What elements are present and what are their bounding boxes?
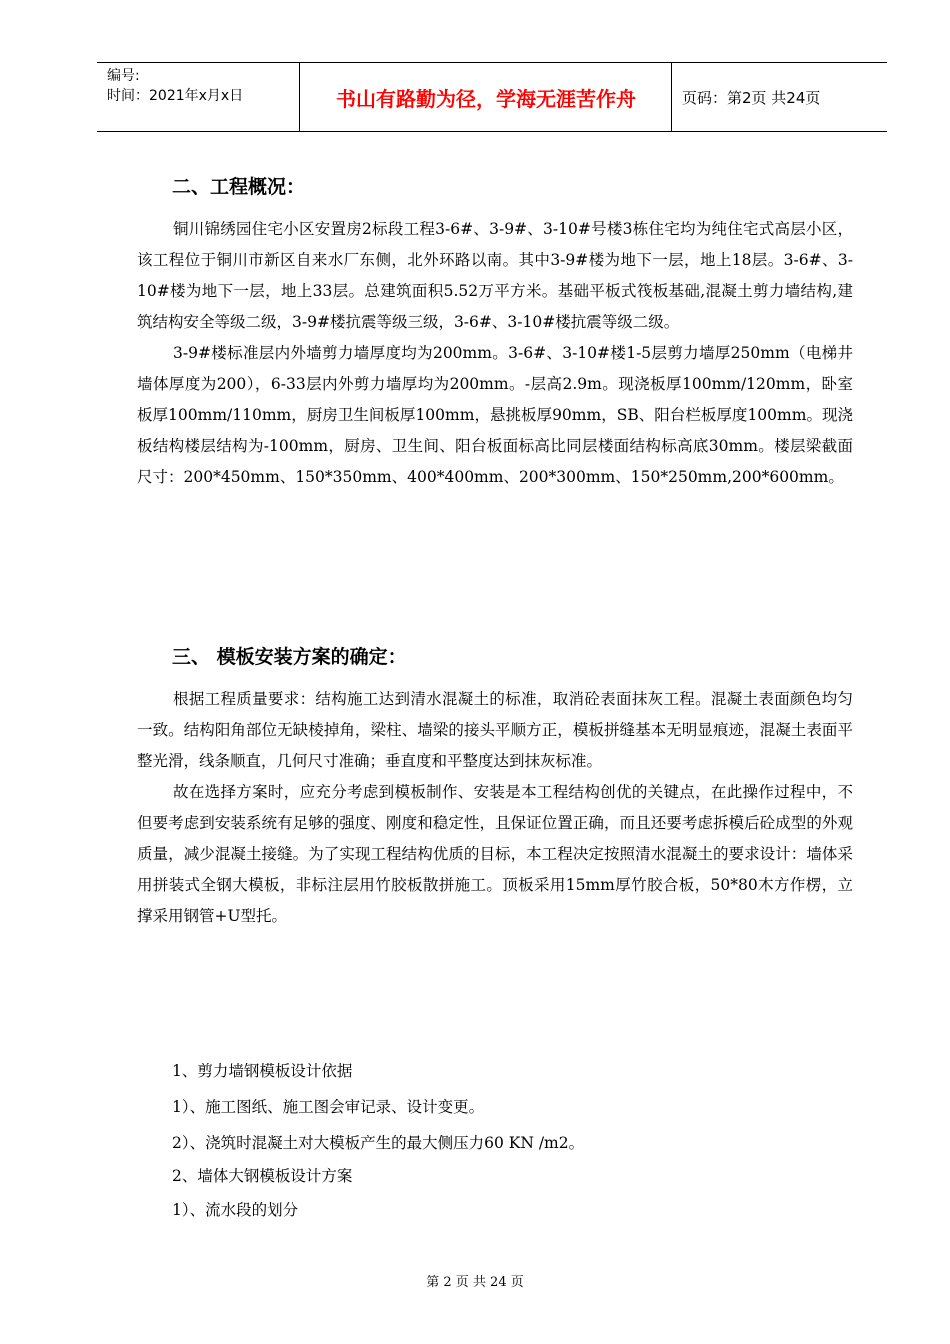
header-table (97, 62, 887, 132)
number-label: 编号: (107, 68, 140, 84)
section-3-body (137, 684, 853, 932)
paragraph: 故在选择方案时，应充分考虑到模板制作、安装是本工程结构创优的关键点，在此操作过程中，不但要考虑到安装系统有足够的强度、刚度和稳定性，且保证位置正确，而且还要考虑拆模后砼成型的外观质量，减少混凝土接缝。为了实现工程结构优质的目标，本工程决定按照清水混凝土的要求设计：墙体采用拼装式全钢大模板，非标注层用竹胶板散拼施工。顶板采用15mm厚竹胶合板，50*80木方作楞，立撑采用钢管+U型托。 (137, 783, 853, 925)
page-footer: 第 2 页 共 24 页 (426, 1275, 524, 1290)
list-item: 1）、流水段的划分 (172, 1201, 299, 1219)
list-item: 1）、施工图纸、施工图会审记录、设计变更。 (172, 1098, 485, 1116)
section-2-title: 二、工程概况： (172, 176, 306, 198)
section-2-body (137, 214, 853, 493)
paragraph: 根据工程质量要求：结构施工达到清水混凝土的标准，取消砼表面抹灰工程。混凝土表面颜色均匀一致。结构阳角部位无缺棱掉角，梁柱、墙梁的接头平顺方正，模板拼缝基本无明显痕迹，混凝土表面平整光滑，线条顺直，几何尺寸准确；垂直度和平整度达到抹灰标准。 (137, 690, 853, 770)
time-label: 时间：2021年x月x日 (107, 88, 244, 104)
list-item: 2、墙体大钢模板设计方案 (172, 1167, 353, 1185)
paragraph: 铜川锦绣园住宅小区安置房2标段工程3-6#、3-9#、3-10#号楼3栋住宅均为纯住宅式高层小区，该工程位于铜川市新区自来水厂东侧，北外环路以南。其中3-9#楼为地下一层，地上18层。3-6#、3-10#楼为地下一层，地上33层。总建筑面积5.52万平方米。基础平板式筏板基础,混凝土剪力墙结构,建筑结构安全等级二级，3-9#楼抗震等级三级，3-6#、3-10#楼抗震等级二级。 (137, 220, 853, 331)
header-divider (671, 63, 672, 131)
list-item: 1、剪力墙钢模板设计依据 (172, 1062, 353, 1080)
header-motto: 书山有路勤为径，学海无涯苦作舟 (336, 86, 636, 111)
section-3-title: 三、 模板安装方案的确定： (172, 646, 407, 668)
header-page-label: 页码：第2页 共24页 (682, 88, 821, 107)
paragraph: 3-9#楼标准层内外墙剪力墙厚度均为200mm。3-6#、3-10#楼1-5层剪力墙厚250mm（电梯井墙体厚度为200），6-33层内外剪力墙厚均为200mm。-层高2.9m。现浇板厚100mm/120mm，卧室板厚100mm/110mm，厨房卫生间板厚100mm，悬挑板厚90mm，SB、阳台栏板厚度100mm。现浇板结构楼层结构为-100mm，厨房、卫生间、阳台板面标高比同层楼面结构标高底30mm。楼层梁截面尺寸：200*450mm、150*350mm、400*400mm、200*300mm、150*250mm,200*600mm。 (137, 344, 853, 486)
header-left-cell (107, 66, 243, 106)
list-item: 2）、浇筑时混凝土对大模板产生的最大侧压力60 KN /m2。 (172, 1134, 585, 1152)
